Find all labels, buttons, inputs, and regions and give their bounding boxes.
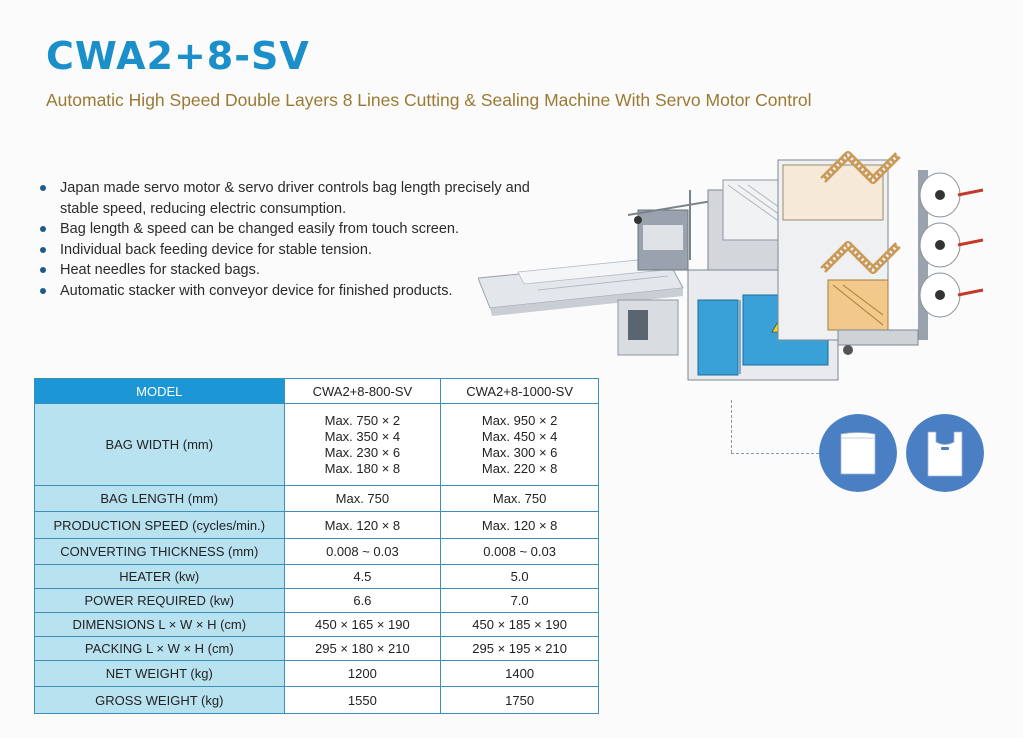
row-value: Max. 750 <box>441 486 599 512</box>
header-model-b: CWA2+8-1000-SV <box>441 379 599 404</box>
row-label: PACKING L × W × H (cm) <box>35 637 285 661</box>
row-value: Max. 120 × 8 <box>284 512 441 539</box>
table-row <box>35 661 599 687</box>
row-value: 1750 <box>441 687 599 714</box>
row-value: 0.008 ~ 0.03 <box>441 539 599 565</box>
bag-width-line: Max. 750 × 2 <box>324 412 401 428</box>
row-value: 1550 <box>284 687 441 714</box>
table-row <box>35 637 599 661</box>
bag-width-line: Max. 950 × 2 <box>481 412 558 428</box>
feature-item: Bag length & speed can be changed easily from touch screen. <box>38 219 530 240</box>
feature-item: Japan made servo motor & servo driver controls bag length precisely and stable speed, reducing electric consumption. <box>38 178 530 219</box>
row-label: BAG LENGTH (mm) <box>35 486 285 512</box>
bag-width-line: Max. 220 × 8 <box>481 460 558 476</box>
header-model-a: CWA2+8-800-SV <box>284 379 441 404</box>
row-value: 450 × 165 × 190 <box>284 613 441 637</box>
row-label: BAG WIDTH (mm) <box>35 404 285 486</box>
bag-width-line: Max. 230 × 6 <box>324 444 401 460</box>
bag-width-line: Max. 180 × 8 <box>324 460 401 476</box>
flat-bag-icon <box>819 414 897 492</box>
row-value: 295 × 195 × 210 <box>441 637 599 661</box>
feature-item: Automatic stacker with conveyor device for finished products. <box>38 281 530 302</box>
row-value: 6.6 <box>284 589 441 613</box>
table-header-row <box>35 379 599 404</box>
row-value: 295 × 180 × 210 <box>284 637 441 661</box>
connector-line <box>731 453 819 454</box>
table-row <box>35 486 599 512</box>
bag-width-line: Max. 300 × 6 <box>481 444 558 460</box>
feature-item: Individual back feeding device for stable tension. <box>38 240 530 261</box>
table-row <box>35 687 599 714</box>
table-row <box>35 565 599 589</box>
row-label: GROSS WEIGHT (kg) <box>35 687 285 714</box>
bag-making-machine-illustration <box>478 150 998 390</box>
row-value <box>441 404 599 486</box>
row-label: CONVERTING THICKNESS (mm) <box>35 539 285 565</box>
row-value: 1400 <box>441 661 599 687</box>
bag-width-line: Max. 450 × 4 <box>481 428 558 444</box>
row-value: 1200 <box>284 661 441 687</box>
page-title: CWA2+8-SV <box>46 34 310 78</box>
row-label: HEATER (kw) <box>35 565 285 589</box>
row-value: 5.0 <box>441 565 599 589</box>
page-subtitle: Automatic High Speed Double Layers 8 Lines Cutting & Sealing Machine With Servo Motor Control <box>46 90 812 110</box>
bag-width-line: Max. 350 × 4 <box>324 428 401 444</box>
feature-list <box>38 178 530 301</box>
row-value: Max. 750 <box>284 486 441 512</box>
header-model-label: MODEL <box>35 379 285 404</box>
connector-line <box>731 400 732 453</box>
row-label: PRODUCTION SPEED (cycles/min.) <box>35 512 285 539</box>
tshirt-bag-icon <box>906 414 984 492</box>
table-row <box>35 512 599 539</box>
table-row <box>35 613 599 637</box>
row-value: Max. 120 × 8 <box>441 512 599 539</box>
table-row <box>35 539 599 565</box>
row-value: 450 × 185 × 190 <box>441 613 599 637</box>
table-row <box>35 589 599 613</box>
specifications-table <box>34 378 599 714</box>
row-value: 4.5 <box>284 565 441 589</box>
feature-item: Heat needles for stacked bags. <box>38 260 530 281</box>
row-label: DIMENSIONS L × W × H (cm) <box>35 613 285 637</box>
table-row <box>35 404 599 486</box>
row-value <box>284 404 441 486</box>
row-label: NET WEIGHT (kg) <box>35 661 285 687</box>
row-value: 0.008 ~ 0.03 <box>284 539 441 565</box>
row-value: 7.0 <box>441 589 599 613</box>
row-label: POWER REQUIRED (kw) <box>35 589 285 613</box>
